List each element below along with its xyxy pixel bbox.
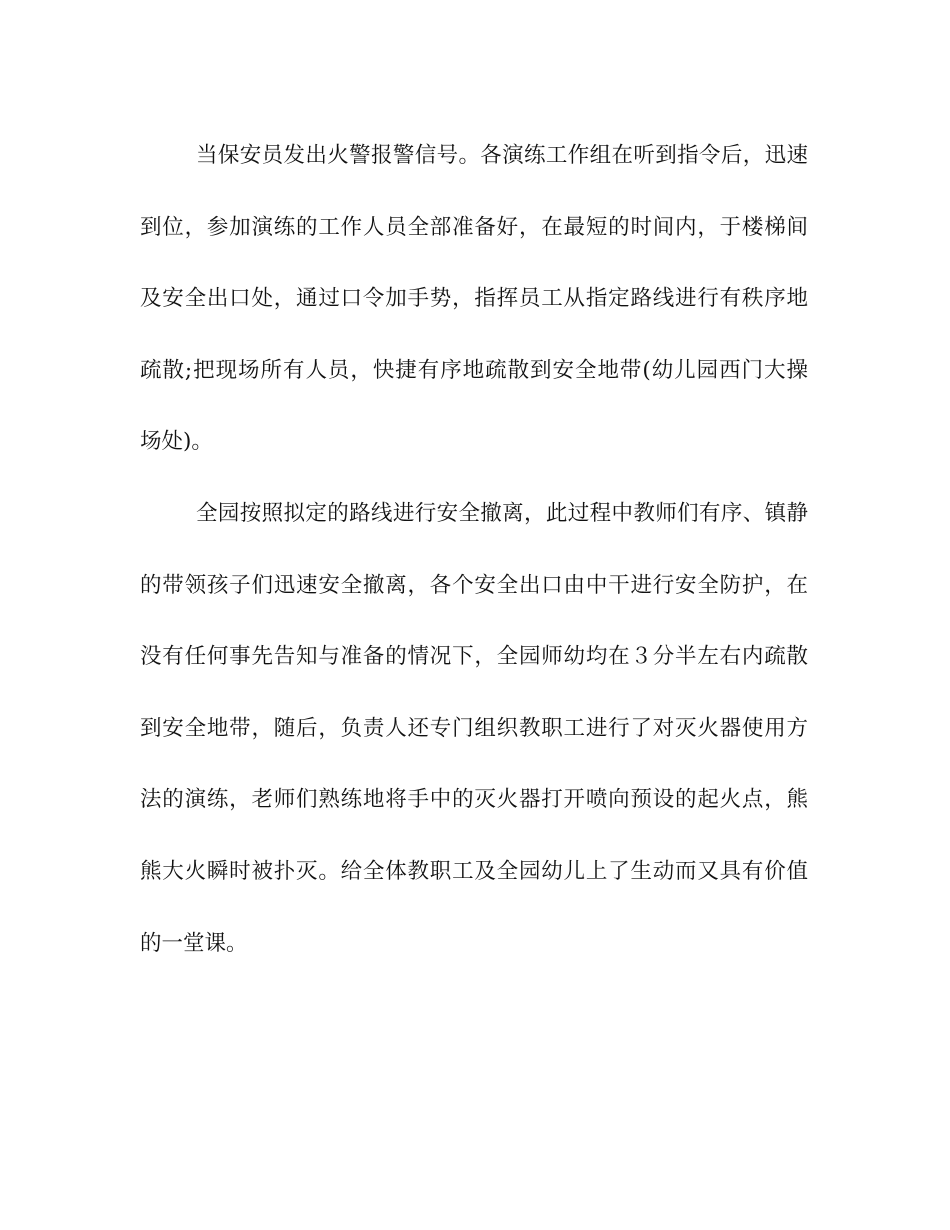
text-line: 疏散;把现场所有人员，快捷有序地疏散到安全地带(幼儿园西门大操 (140, 357, 808, 383)
document-body (140, 138, 808, 962)
text-line: 的带领孩子们迅速安全撤离，各个安全出口由中干进行安全防护，在 (140, 572, 808, 598)
text-line: 场处)。 (140, 429, 213, 455)
text-line: 到位，参加演练的工作人员全部准备好，在最短的时间内，于楼梯间 (140, 214, 808, 240)
text-line: 没有任何事先告知与准备的情况下，全园师幼均在３分半左右内疏散 (140, 644, 808, 670)
text-line: 及安全出口处，通过口令加手势，指挥员工从指定路线进行有秩序地 (140, 286, 808, 312)
text-line: 到安全地带，随后，负责人还专门组织教职工进行了对灭火器使用方 (140, 715, 808, 741)
text-line: 法的演练，老师们熟练地将手中的灭火器打开喷向预设的起火点，熊 (140, 787, 808, 813)
text-line: 全园按照拟定的路线进行安全撤离，此过程中教师们有序、镇静 (196, 500, 808, 526)
text-line: 熊大火瞬时被扑灭。给全体教职工及全园幼儿上了生动而又具有价值 (140, 858, 808, 884)
text-line: 的一堂课。 (140, 930, 248, 956)
text-line: 当保安员发出火警报警信号。各演练工作组在听到指令后，迅速 (196, 143, 808, 168)
